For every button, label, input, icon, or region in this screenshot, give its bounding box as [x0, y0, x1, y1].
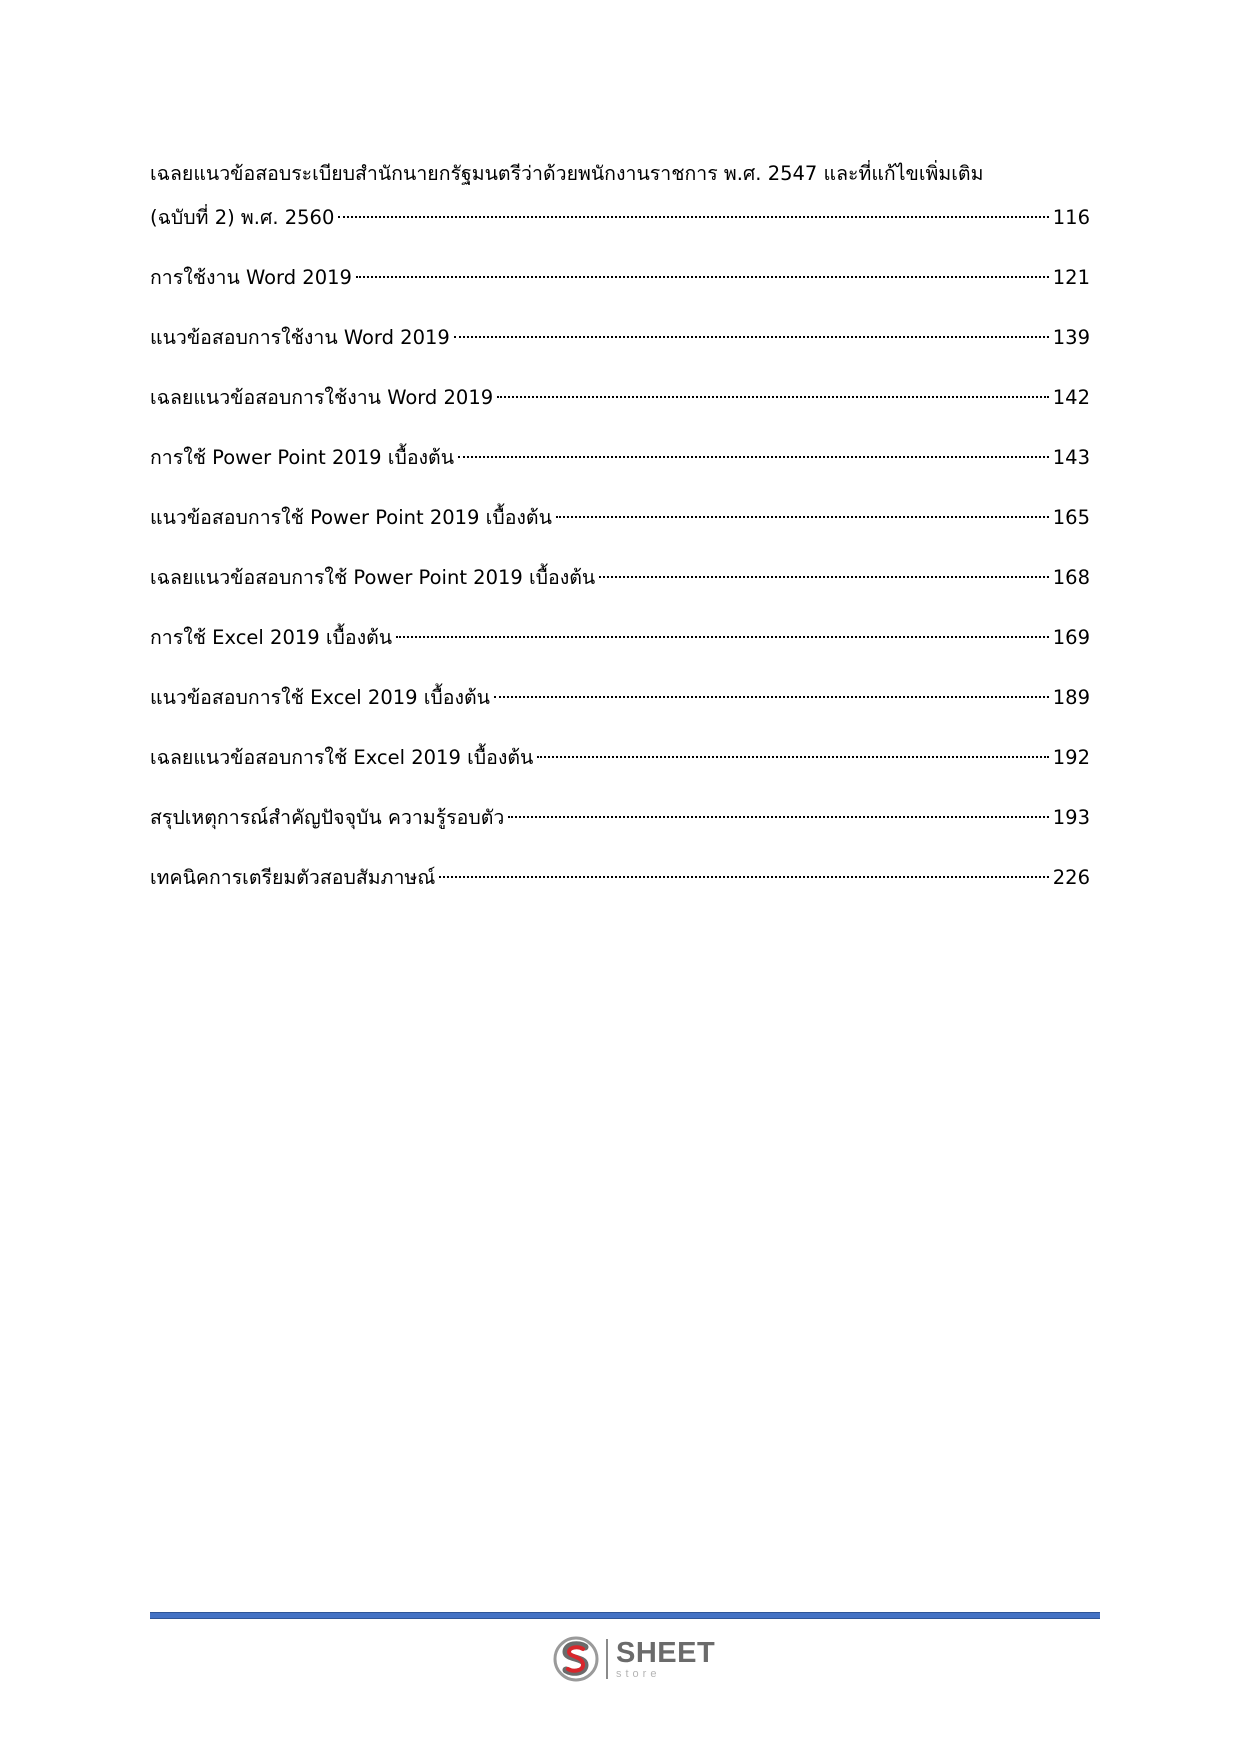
dot-leader [497, 396, 1049, 398]
dot-leader [508, 816, 1048, 818]
toc-entry[interactable] [150, 856, 1090, 900]
toc-entry[interactable] [150, 316, 1090, 360]
toc-entry[interactable] [150, 556, 1090, 600]
sheet-store-logo-icon [552, 1635, 600, 1683]
toc-page-number: 189 [1052, 686, 1090, 709]
logo-separator [606, 1639, 608, 1679]
toc-entry-title: การใช้ Excel 2019 เบื้องต้น [150, 626, 393, 649]
dot-leader [356, 276, 1049, 278]
toc-page-number: 169 [1052, 626, 1090, 649]
toc-entry-title: สรุปเหตุการณ์สำคัญปัจจุบัน ความรู้รอบตัว [150, 806, 505, 829]
toc-entry[interactable] [150, 736, 1090, 780]
toc-entry[interactable] [150, 616, 1090, 660]
toc-page-number: 168 [1052, 566, 1090, 589]
toc-entry[interactable] [150, 676, 1090, 720]
toc-entry-title: การใช้งาน Word 2019 [150, 266, 352, 289]
toc-entry-title: เฉลยแนวข้อสอบการใช้ Excel 2019 เบื้องต้น [150, 746, 534, 769]
toc-entry-title-line1: เฉลยแนวข้อสอบระเบียบสำนักนายกรัฐมนตรีว่าด้วยพนักงานราชการ พ.ศ. 2547 และที่แก้ไขเพิ่มเติม [150, 162, 984, 185]
footer-divider [150, 1612, 1100, 1619]
toc-entry-title: เฉลยแนวข้อสอบการใช้ Power Point 2019 เบื้องต้น [150, 566, 596, 589]
logo-sub-text: store [616, 1667, 661, 1680]
toc-entry-title: แนวข้อสอบการใช้ Excel 2019 เบื้องต้น [150, 686, 491, 709]
logo-main-text: SHEET [616, 1636, 716, 1669]
toc-page-number: 226 [1052, 866, 1090, 889]
dot-leader [537, 756, 1048, 758]
toc-entry[interactable] [150, 796, 1090, 840]
footer-logo [552, 1632, 715, 1686]
toc-entry[interactable] [150, 436, 1090, 480]
toc-entry[interactable] [150, 496, 1090, 540]
toc-page-number: 143 [1052, 446, 1090, 469]
logo-wordmark [616, 1636, 716, 1680]
dot-leader [458, 456, 1049, 458]
toc-entry-title: การใช้ Power Point 2019 เบื้องต้น [150, 446, 455, 469]
toc-entry[interactable] [150, 256, 1090, 300]
toc-entry-title: แนวข้อสอบการใช้ Power Point 2019 เบื้องต้น [150, 506, 552, 529]
toc-page-number: 165 [1052, 506, 1090, 529]
toc-page-number: 142 [1052, 386, 1090, 409]
dot-leader [439, 876, 1048, 878]
toc-entry-title: แนวข้อสอบการใช้งาน Word 2019 [150, 326, 450, 349]
toc-page-number: 193 [1052, 806, 1090, 829]
dot-leader [494, 696, 1049, 698]
toc-entry-title: เทคนิคการเตรียมตัวสอบสัมภาษณ์ [150, 866, 436, 889]
toc-entry[interactable] [150, 376, 1090, 420]
toc-entry[interactable] [150, 152, 1090, 240]
toc-entry-title: เฉลยแนวข้อสอบการใช้งาน Word 2019 [150, 386, 494, 409]
dot-leader [454, 336, 1049, 338]
dot-leader [396, 636, 1049, 638]
toc-entry-title: (ฉบับที่ 2) พ.ศ. 2560 [150, 206, 335, 229]
toc-page-number: 192 [1052, 746, 1090, 769]
dot-leader [338, 216, 1048, 218]
toc-page-number: 116 [1052, 206, 1090, 229]
dot-leader [556, 516, 1049, 518]
dot-leader [599, 576, 1049, 578]
table-of-contents [150, 152, 1090, 916]
toc-page-number: 121 [1052, 266, 1090, 289]
toc-page-number: 139 [1052, 326, 1090, 349]
